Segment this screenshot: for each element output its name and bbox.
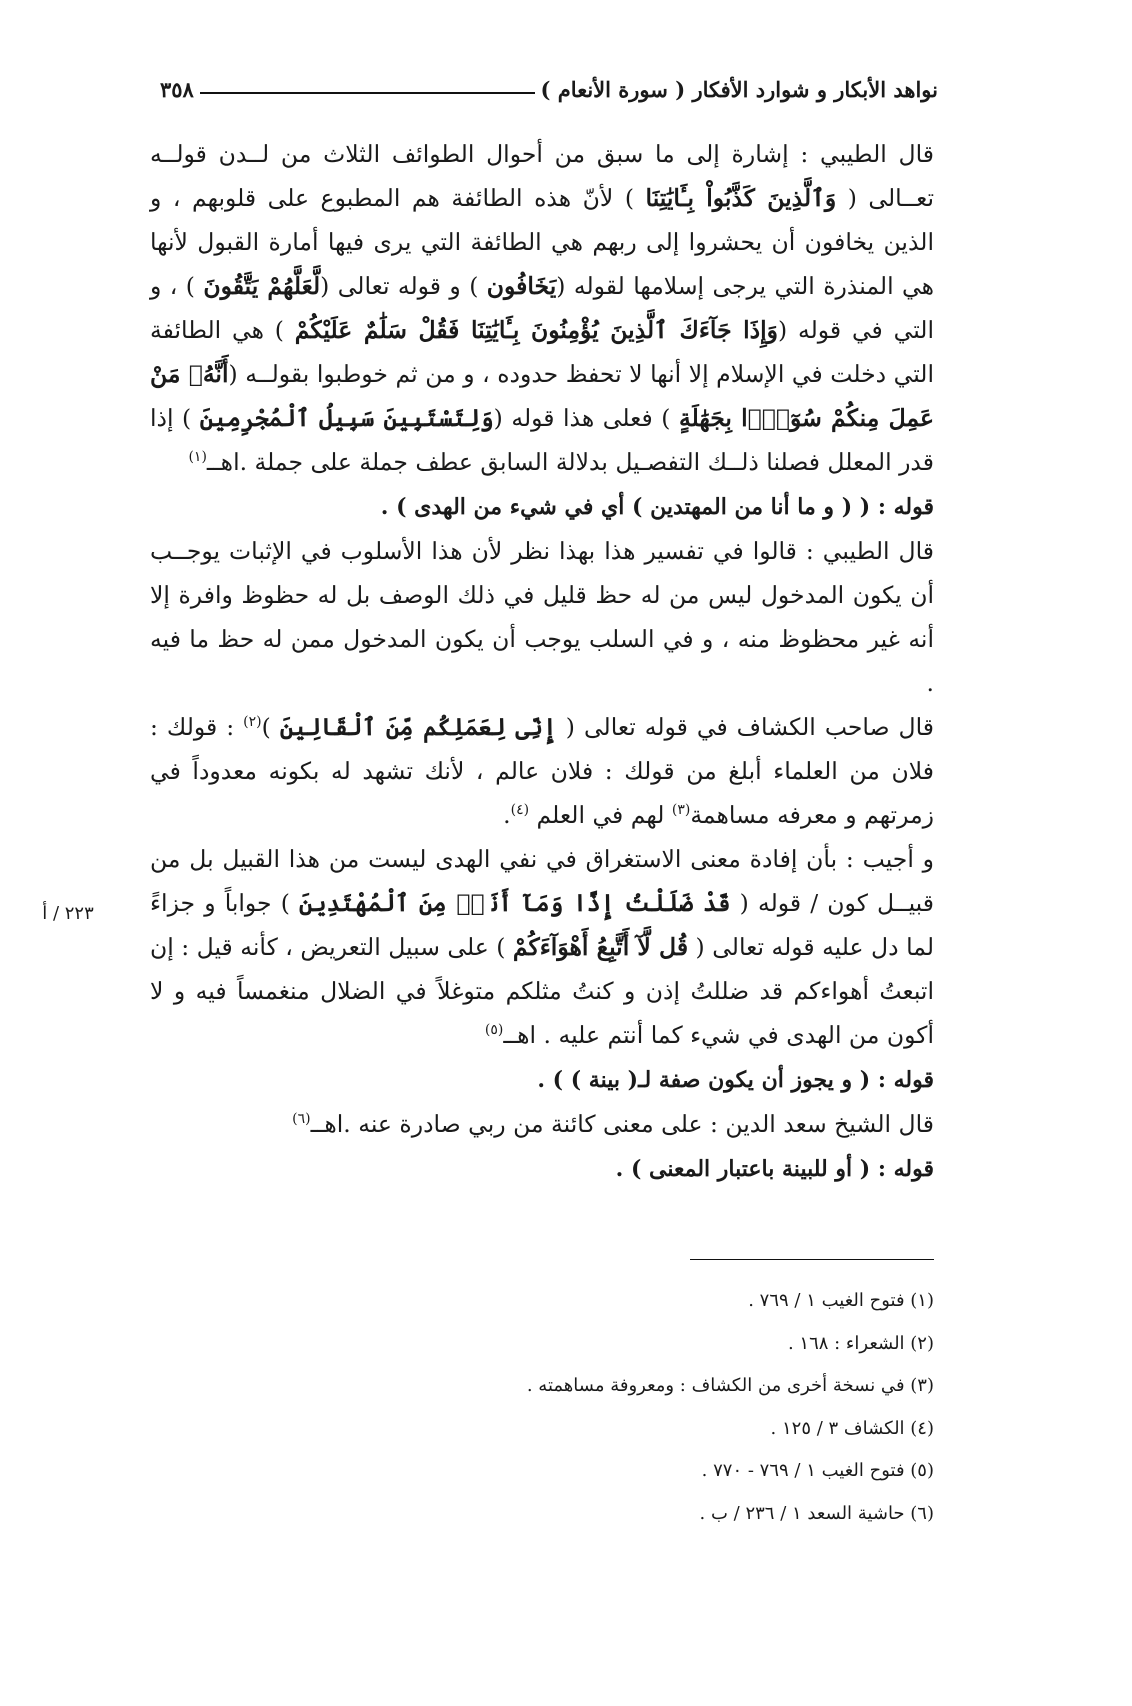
folio-margin-note: ٢٢٣ / أ: [42, 903, 94, 924]
footnote: (١) فتوح الغيب ١ / ٧٦٩ .: [748, 1290, 934, 1311]
footnote: (٥) فتوح الغيب ١ / ٧٦٩ - ٧٧٠ .: [701, 1460, 934, 1481]
footnote: (٢) الشعراء : ١٦٨ .: [787, 1332, 934, 1354]
quran-quote: وَٱلَّذِينَ كَذَّبُواْ بِـَٔايَٰتِنَا: [645, 184, 837, 212]
footnote-ref: (٤): [510, 802, 530, 819]
paragraph: [150, 837, 934, 1057]
text-run: قال الطيبي : قالوا في تفسير هذا بهذا نظر لأن هذا الأسلوب في الإثبات يوجــب أن يكون المدخول ليس من له حظ قليل في ذلك الوصف بل له حظوظ وافرة إلا أنه غير محظوظ منه ، و في السلب يوجب أن يكون المدخول ممن له حظ ما فيه .: [150, 537, 934, 697]
footnote-ref: (٦): [292, 1111, 311, 1128]
paragraph: [150, 132, 934, 484]
footnotes: [400, 1280, 934, 1535]
text-run: ) فعلى هذا قوله (: [493, 404, 679, 432]
paragraph: [150, 1057, 934, 1102]
text-run: قال صاحب الكشاف في قوله تعالى (: [556, 713, 935, 741]
footnote-ref: (٣): [671, 802, 691, 819]
paragraph: [150, 705, 934, 837]
text-run: ) ، و التي في قوله (: [150, 272, 934, 344]
page-header: [160, 58, 938, 102]
quran-quote: لَّعَلَّهُمْ يَتَّقُونَ: [203, 272, 321, 300]
text-run: ) و قوله تعالى (: [320, 272, 487, 300]
running-title: نواهد الأبكار و شوارد الأفكار ( سورة الأنعام ): [540, 77, 938, 102]
text-run: ) إذا قدر المعلل فصلنا ذلــك التفصـيل بدلالة السابق عطف جملة على جملة .اهــ: [150, 404, 934, 476]
footnote-ref: (٥): [484, 1022, 504, 1039]
quran-quote: قَدْ ضَلَلْتُ إِذًا وَمَآ أَنَا۠ مِنَ ٱلْمُهْتَدِينَ: [299, 889, 731, 917]
text-run: ) لأنّ هذه الطائفة هم المطبوع على قلوبهم ، و الذين يخافون أن يحشروا إلى ربهم هي الطائفة التي يرى فيها أمارة القبول لأنها هي المنذرة التي يرجى إسلامها لقوله (: [150, 184, 934, 300]
paragraph: [150, 484, 934, 529]
footnote: (٤) الكشاف ٣ / ١٢٥ .: [770, 1417, 934, 1439]
quran-quote: وَإِذَا جَآءَكَ ٱلَّذِينَ يُؤْمِنُونَ بِـَٔايَٰتِنَا فَقُلْ سَلَٰمٌ عَلَيْكُمْ: [294, 316, 779, 344]
text-run: و أجيب : بأن إفادة معنى الاستغراق في نفي الهدى ليست من هذا القبيل بل من قبيــل كون / قوله (: [150, 845, 935, 917]
lemma-heading: قوله : ( ( و ما أنا من المهتدين ) أي في شيء من الهدى ) .: [380, 494, 934, 520]
lemma-heading: قوله : ( و يجوز أن يكون صفة لـ( بينة ) ) .: [537, 1067, 934, 1093]
paragraph: [150, 529, 934, 705]
text-run: ) هي الطائفة التي دخلت في الإسلام إلا أنها لا تحفظ حدوده ، و من ثم خوطبوا بقولــه (: [150, 316, 934, 388]
quran-quote: يَخَافُون: [486, 272, 557, 300]
footnote: (٦) حاشية السعد ١ / ٢٣٦ / ب .: [699, 1502, 934, 1524]
footnote-ref: (٢): [243, 714, 262, 731]
text-run: ) جواباً و جزاءً لما دل عليه قوله تعالى (: [150, 889, 934, 961]
text-run: : قولك : فلان من العلماء أبلغ من قولك : فلان عالم ، لأنك تشهد له بكونه معدوداً في زمرتهم و معرفه مساهمة: [150, 713, 934, 829]
quran-quote: وَلِتَسْتَبِينَ سَبِيلُ ٱلْمُجْرِمِينَ: [199, 404, 494, 432]
footnote-ref: (١): [188, 449, 207, 466]
page-number: ٣٥٨: [160, 77, 194, 102]
footnote-separator: [690, 1259, 934, 1260]
lemma-heading: قوله : ( أو للبينة باعتبار المعنى ) .: [615, 1156, 934, 1182]
paragraph: [150, 1146, 934, 1191]
quran-quote: أَنَّهُۥ مَنْ عَمِلَ مِنكُمْ سُوٓءًۢا بِجَهَٰلَةٍ: [150, 360, 935, 432]
main-text: [150, 132, 934, 1191]
paragraph: [150, 1102, 934, 1146]
text-run: ): [261, 713, 280, 741]
text-run: .: [503, 801, 511, 829]
quran-quote: إِنِّى لِعَمَلِكُم مِّنَ ٱلْقَالِينَ: [279, 713, 557, 741]
text-run: قال الشيخ سعد الدين : على معنى كائنة من ربي صادرة عنه .اهــ: [310, 1110, 934, 1138]
header-rule: [200, 92, 535, 94]
text-run: قال الطيبي : إشارة إلى ما سبق من أحوال الطوائف الثلاث من لــدن قولــه تعــالى (: [150, 140, 934, 212]
text-run: لهم في العلم: [529, 801, 672, 829]
quran-quote: قُل لَّآ أَتَّبِعُ أَهْوَآءَكُمْ: [512, 933, 689, 961]
text-run: ) على سبيل التعريض ، كأنه قيل : إن اتبعتُ أهواءكم قد ضللتُ إذن و كنتُ مثلكم متوغلاً في الضلال منغمساً فيه و لا أكون من الهدى في شيء كما أنتم عليه . اهــ: [150, 933, 934, 1049]
footnote: (٣) في نسخة أخرى من الكشاف : ومعروفة مساهمته .: [526, 1375, 934, 1396]
